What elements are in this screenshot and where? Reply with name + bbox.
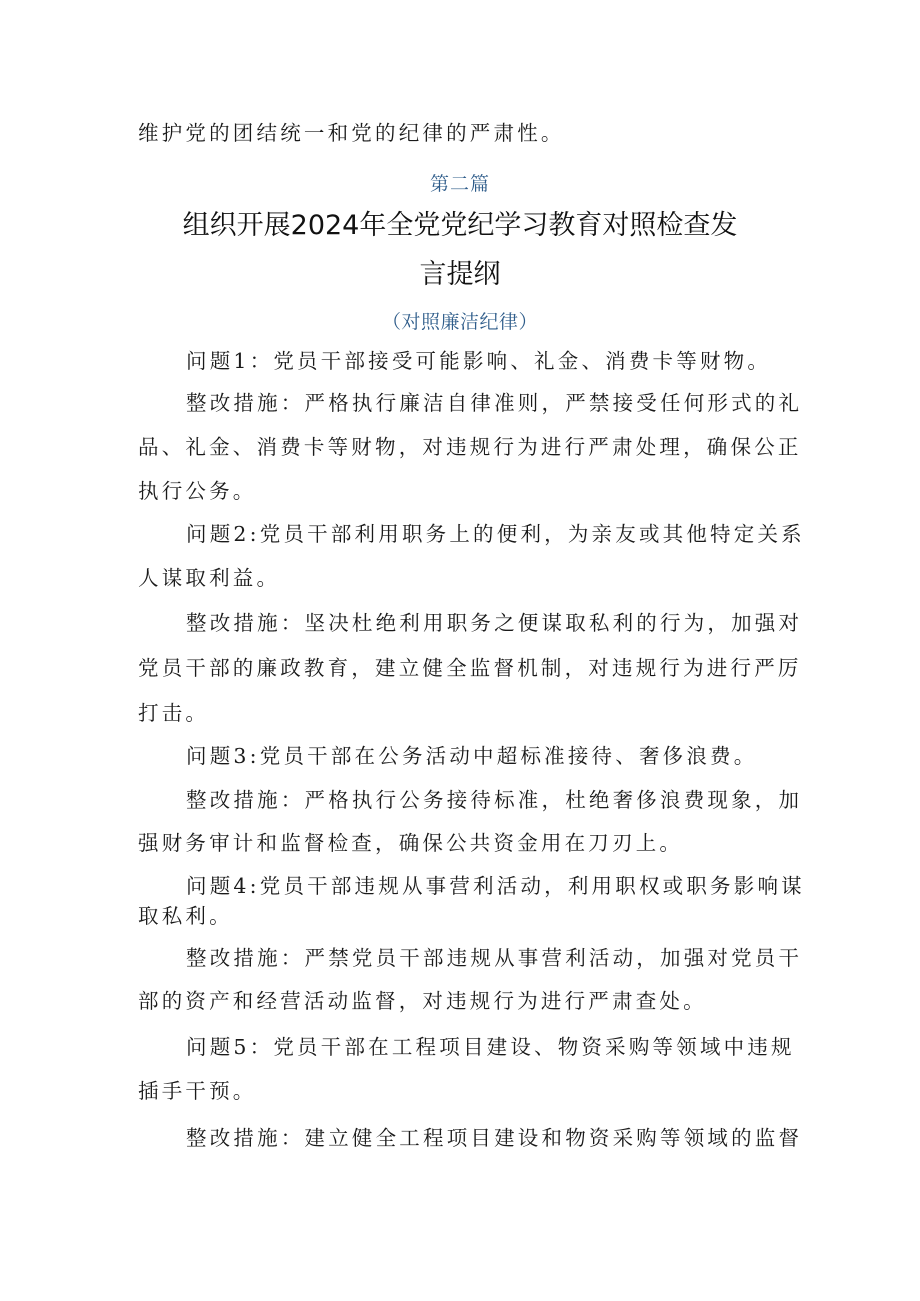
document-subtitle: （对照廉洁纪律） (381, 311, 538, 333)
document-title-line-1: 组织开展2024年全党党纪学习教育对照检查发 (182, 210, 738, 241)
paragraph-line: 维护党的团结统一和党的纪律的严肃性。 (138, 121, 565, 145)
measure-2-line: 打击。 (138, 701, 210, 725)
issue-3-line: 问题3:党员干部在公务活动中超标准接待、奢侈浪费。 (186, 744, 758, 768)
issue-1-line: 问题1：党员干部接受可能影响、礼金、消费卡等财物。 (186, 349, 772, 373)
issue-4-line: 问题4:党员干部违规从事营利活动，利用职权或职务影响谋 (186, 874, 805, 898)
document-title-line-2: 言提纲 (419, 259, 501, 290)
measure-5-line: 整改措施：建立健全工程项目建设和物资采购等领域的监督 (186, 1126, 803, 1150)
measure-4-line: 部的资产和经营活动监督，对违规行为进行严肃查处。 (138, 989, 707, 1013)
measure-3-line: 强财务审计和监督检查，确保公共资金用在刀刃上。 (138, 831, 684, 855)
issue-2-line: 人谋取利益。 (138, 566, 281, 590)
issue-5-line: 插手干预。 (138, 1079, 257, 1103)
measure-4-line: 整改措施：严禁党员干部违规从事营利活动，加强对党员干 (186, 946, 803, 970)
issue-4-line: 取私利。 (138, 904, 233, 928)
issue-2-line: 问题2:党员干部利用职务上的便利，为亲友或其他特定关系 (186, 522, 805, 546)
measure-1-line: 品、礼金、消费卡等财物，对违规行为进行严肃处理，确保公正 (138, 435, 802, 459)
measure-1-line: 整改措施：严格执行廉洁自律准则，严禁接受任何形式的礼 (186, 391, 803, 415)
measure-2-line: 党员干部的廉政教育，建立健全监督机制，对违规行为进行严厉 (138, 656, 802, 680)
measure-3-line: 整改措施：严格执行公务接待标准，杜绝奢侈浪费现象，加 (186, 788, 803, 812)
measure-2-line: 整改措施：坚决杜绝利用职务之便谋取私利的行为，加强对 (186, 611, 803, 635)
measure-1-line: 执行公务。 (138, 479, 257, 503)
section-label: 第二篇 (429, 173, 490, 195)
issue-5-line: 问题5：党员干部在工程项目建设、物资采购等领域中违规 (186, 1035, 795, 1059)
